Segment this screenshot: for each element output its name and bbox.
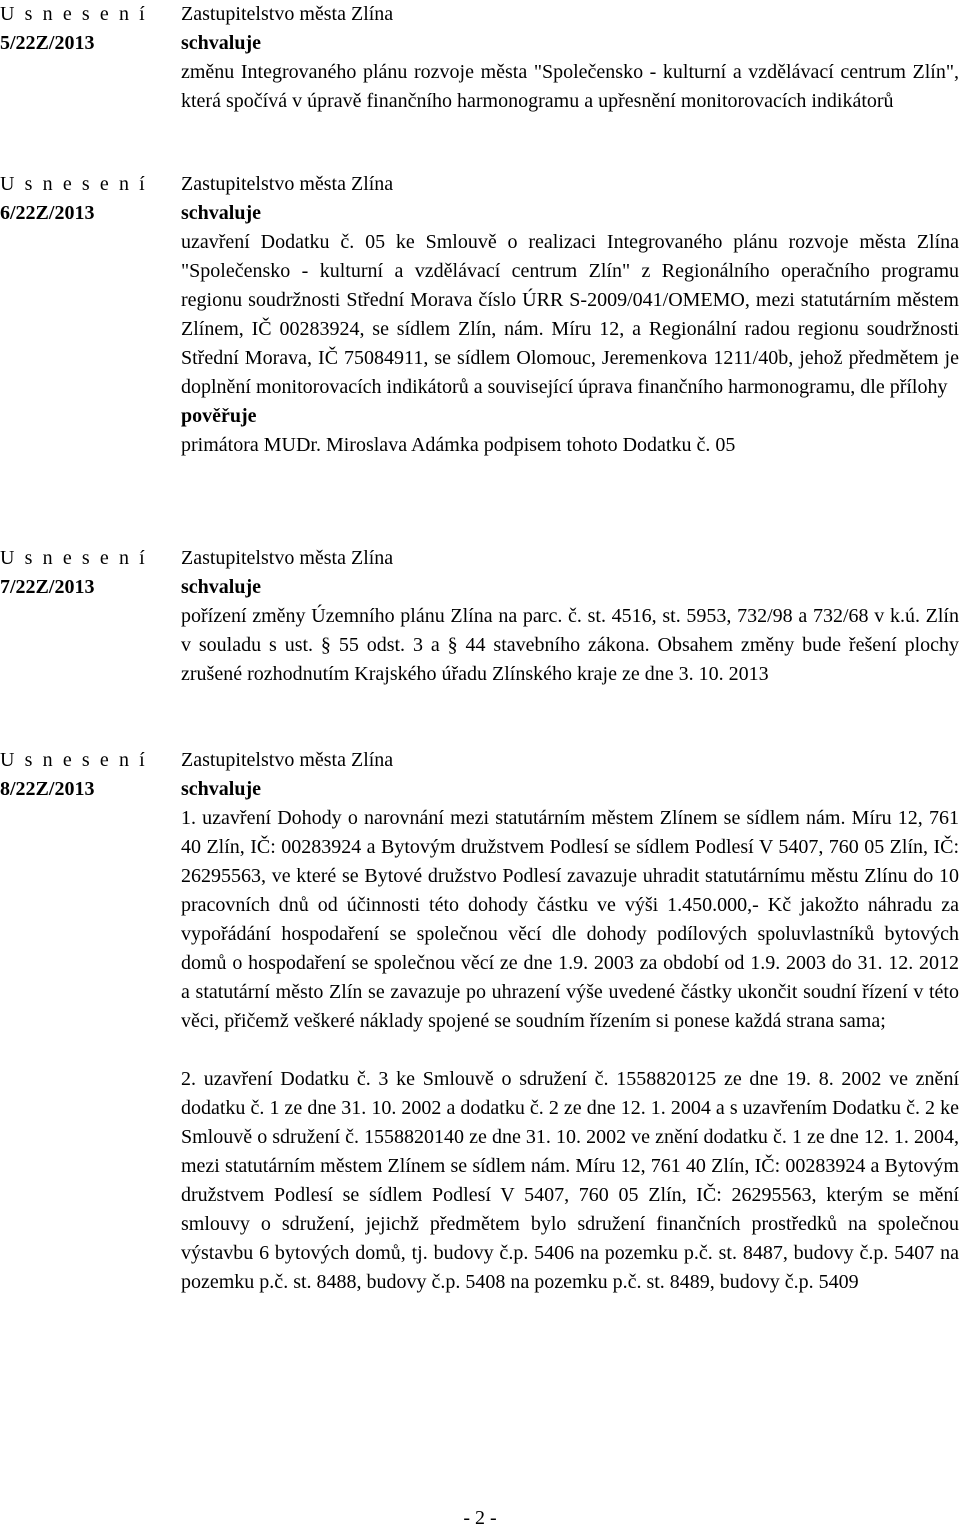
resolution-text: uzavření Dodatku č. 05 ke Smlouvě o realizaci Integrovaného plánu rozvoje města Zlína "Společensko - kulturní a vzdělávací centrum Zlín" z Regionálního operačního programu regionu soudržnosti Střední Morava číslo ÚRR S-2009/041/OMEMO, mezi statutárním městem Zlínem, IČ 00283924, se sídlem Zlín, nám. Míru 12, a Regionální radou regionu soudržnosti Střední Morava, IČ 75084911, se sídlem Olomouc, Jeremenkova 1211/40b, jehož předmětem je doplnění monitorovacích indikátorů a související úprava finančního harmonogramu, dle přílohy bbox=[181, 231, 959, 398]
resolution-word: U s n e s e n í bbox=[0, 173, 148, 195]
council-name: Zastupitelstvo města Zlína bbox=[181, 749, 394, 771]
council-name: Zastupitelstvo města Zlína bbox=[181, 547, 394, 569]
council-name: Zastupitelstvo města Zlína bbox=[181, 3, 394, 25]
resolution-text: změnu Integrovaného plánu rozvoje města "Společensko - kulturní a vzdělávací centrum Zlín", která spočívá v úpravě finančního harmonogramu a upřesnění monitorovacích indikátorů bbox=[181, 61, 959, 112]
resolution-word: U s n e s e n í bbox=[0, 547, 148, 569]
resolution-word: U s n e s e n í bbox=[0, 3, 148, 25]
resolution-verb: schvaluje bbox=[181, 778, 261, 800]
resolution-verb: schvaluje bbox=[181, 576, 261, 598]
resolution-verb: schvaluje bbox=[181, 32, 261, 54]
council-name: Zastupitelstvo města Zlína bbox=[181, 173, 394, 195]
paragraph-gap bbox=[181, 1036, 959, 1065]
resolution-body bbox=[181, 170, 959, 460]
resolution-label bbox=[0, 746, 170, 804]
resolution-body bbox=[181, 746, 959, 1297]
resolution-label bbox=[0, 170, 170, 228]
resolution-text-secondary: primátora MUDr. Miroslava Adámka podpisem tohoto Dodatku č. 05 bbox=[181, 434, 736, 456]
resolution-number: 5/22Z/2013 bbox=[0, 32, 95, 54]
resolution-text: pořízení změny Územního plánu Zlína na parc. č. st. 4516, st. 5953, 732/98 a 732/68 v k.ú. Zlín v souladu s ust. § 55 odst. 3 a § 44 stavebního zákona. Obsahem změny bude řešení plochy zrušené rozhodnutím Krajského úřadu Zlínského kraje ze dne 3. 10. 2013 bbox=[181, 605, 959, 685]
resolution-word: U s n e s e n í bbox=[0, 749, 148, 771]
resolution-number: 7/22Z/2013 bbox=[0, 576, 95, 598]
resolution-verb-secondary: pověřuje bbox=[181, 405, 257, 427]
resolution-number: 6/22Z/2013 bbox=[0, 202, 95, 224]
resolution-number: 8/22Z/2013 bbox=[0, 778, 95, 800]
resolution-verb: schvaluje bbox=[181, 202, 261, 224]
resolution-label bbox=[0, 0, 170, 58]
resolution-body bbox=[181, 544, 959, 689]
resolution-label bbox=[0, 544, 170, 602]
resolution-body bbox=[181, 0, 959, 116]
page-number: - 2 - bbox=[463, 1507, 497, 1529]
resolution-item-1: 1. uzavření Dohody o narovnání mezi statutárním městem Zlínem se sídlem nám. Míru 12, 761 40 Zlín, IČ: 00283924 a Bytovým družstvem Podlesí se sídlem Podlesí V 5407, 760 05 Zlín, IČ: 26295563, ve které se Bytové družstvo Podlesí zavazuje uhradit statutárnímu městu Zlínu do 10 pracovních dnů od účinnosti této dohody částku ve výši 1.450.000,- Kč jakožto náhradu za vypořádání hospodaření se společnou věcí dle dohody podílových spoluvlastníků bytových domů o hospodaření se společnou věcí ze dne 1.9. 2003 za období od 1.9. 2003 do 31. 12. 2012 a statutární město Zlín se zavazuje po uhrazení výše uvedené částky ukončit soudní řízení v této věci, přičemž veškeré náklady spojené se soudním řízením si ponese každá strana sama; bbox=[181, 807, 959, 1032]
resolution-item-2: 2. uzavření Dodatku č. 3 ke Smlouvě o sdružení č. 1558820125 ze dne 19. 8. 2002 ve znění dodatku č. 1 ze dne 31. 10. 2002 a dodatku č. 2 ze dne 12. 1. 2004 a s uzavřením Dodatku č. 2 ke Smlouvě o sdružení č. 1558820140 ze dne 31. 10. 2002 ve znění dodatku č. 1 ze dne 12. 1. 2004, mezi statutárním městem Zlínem se sídlem nám. Míru 12, 761 40 Zlín, IČ: 00283924 a Bytovým družstvem Podlesí se sídlem Podlesí V 5407, 760 05 Zlín, IČ: 26295563, kterým se mění smlouvy o sdružení, jejichž předmětem bylo sdružení finančních prostředků na společnou výstavbu 6 bytových domů, tj. budovy č.p. 5406 na pozemku p.č. st. 8487, budovy č.p. 5407 na pozemku p.č. st. 8488, budovy č.p. 5408 na pozemku p.č. st. 8489, budovy č.p. 5409 bbox=[181, 1068, 959, 1293]
